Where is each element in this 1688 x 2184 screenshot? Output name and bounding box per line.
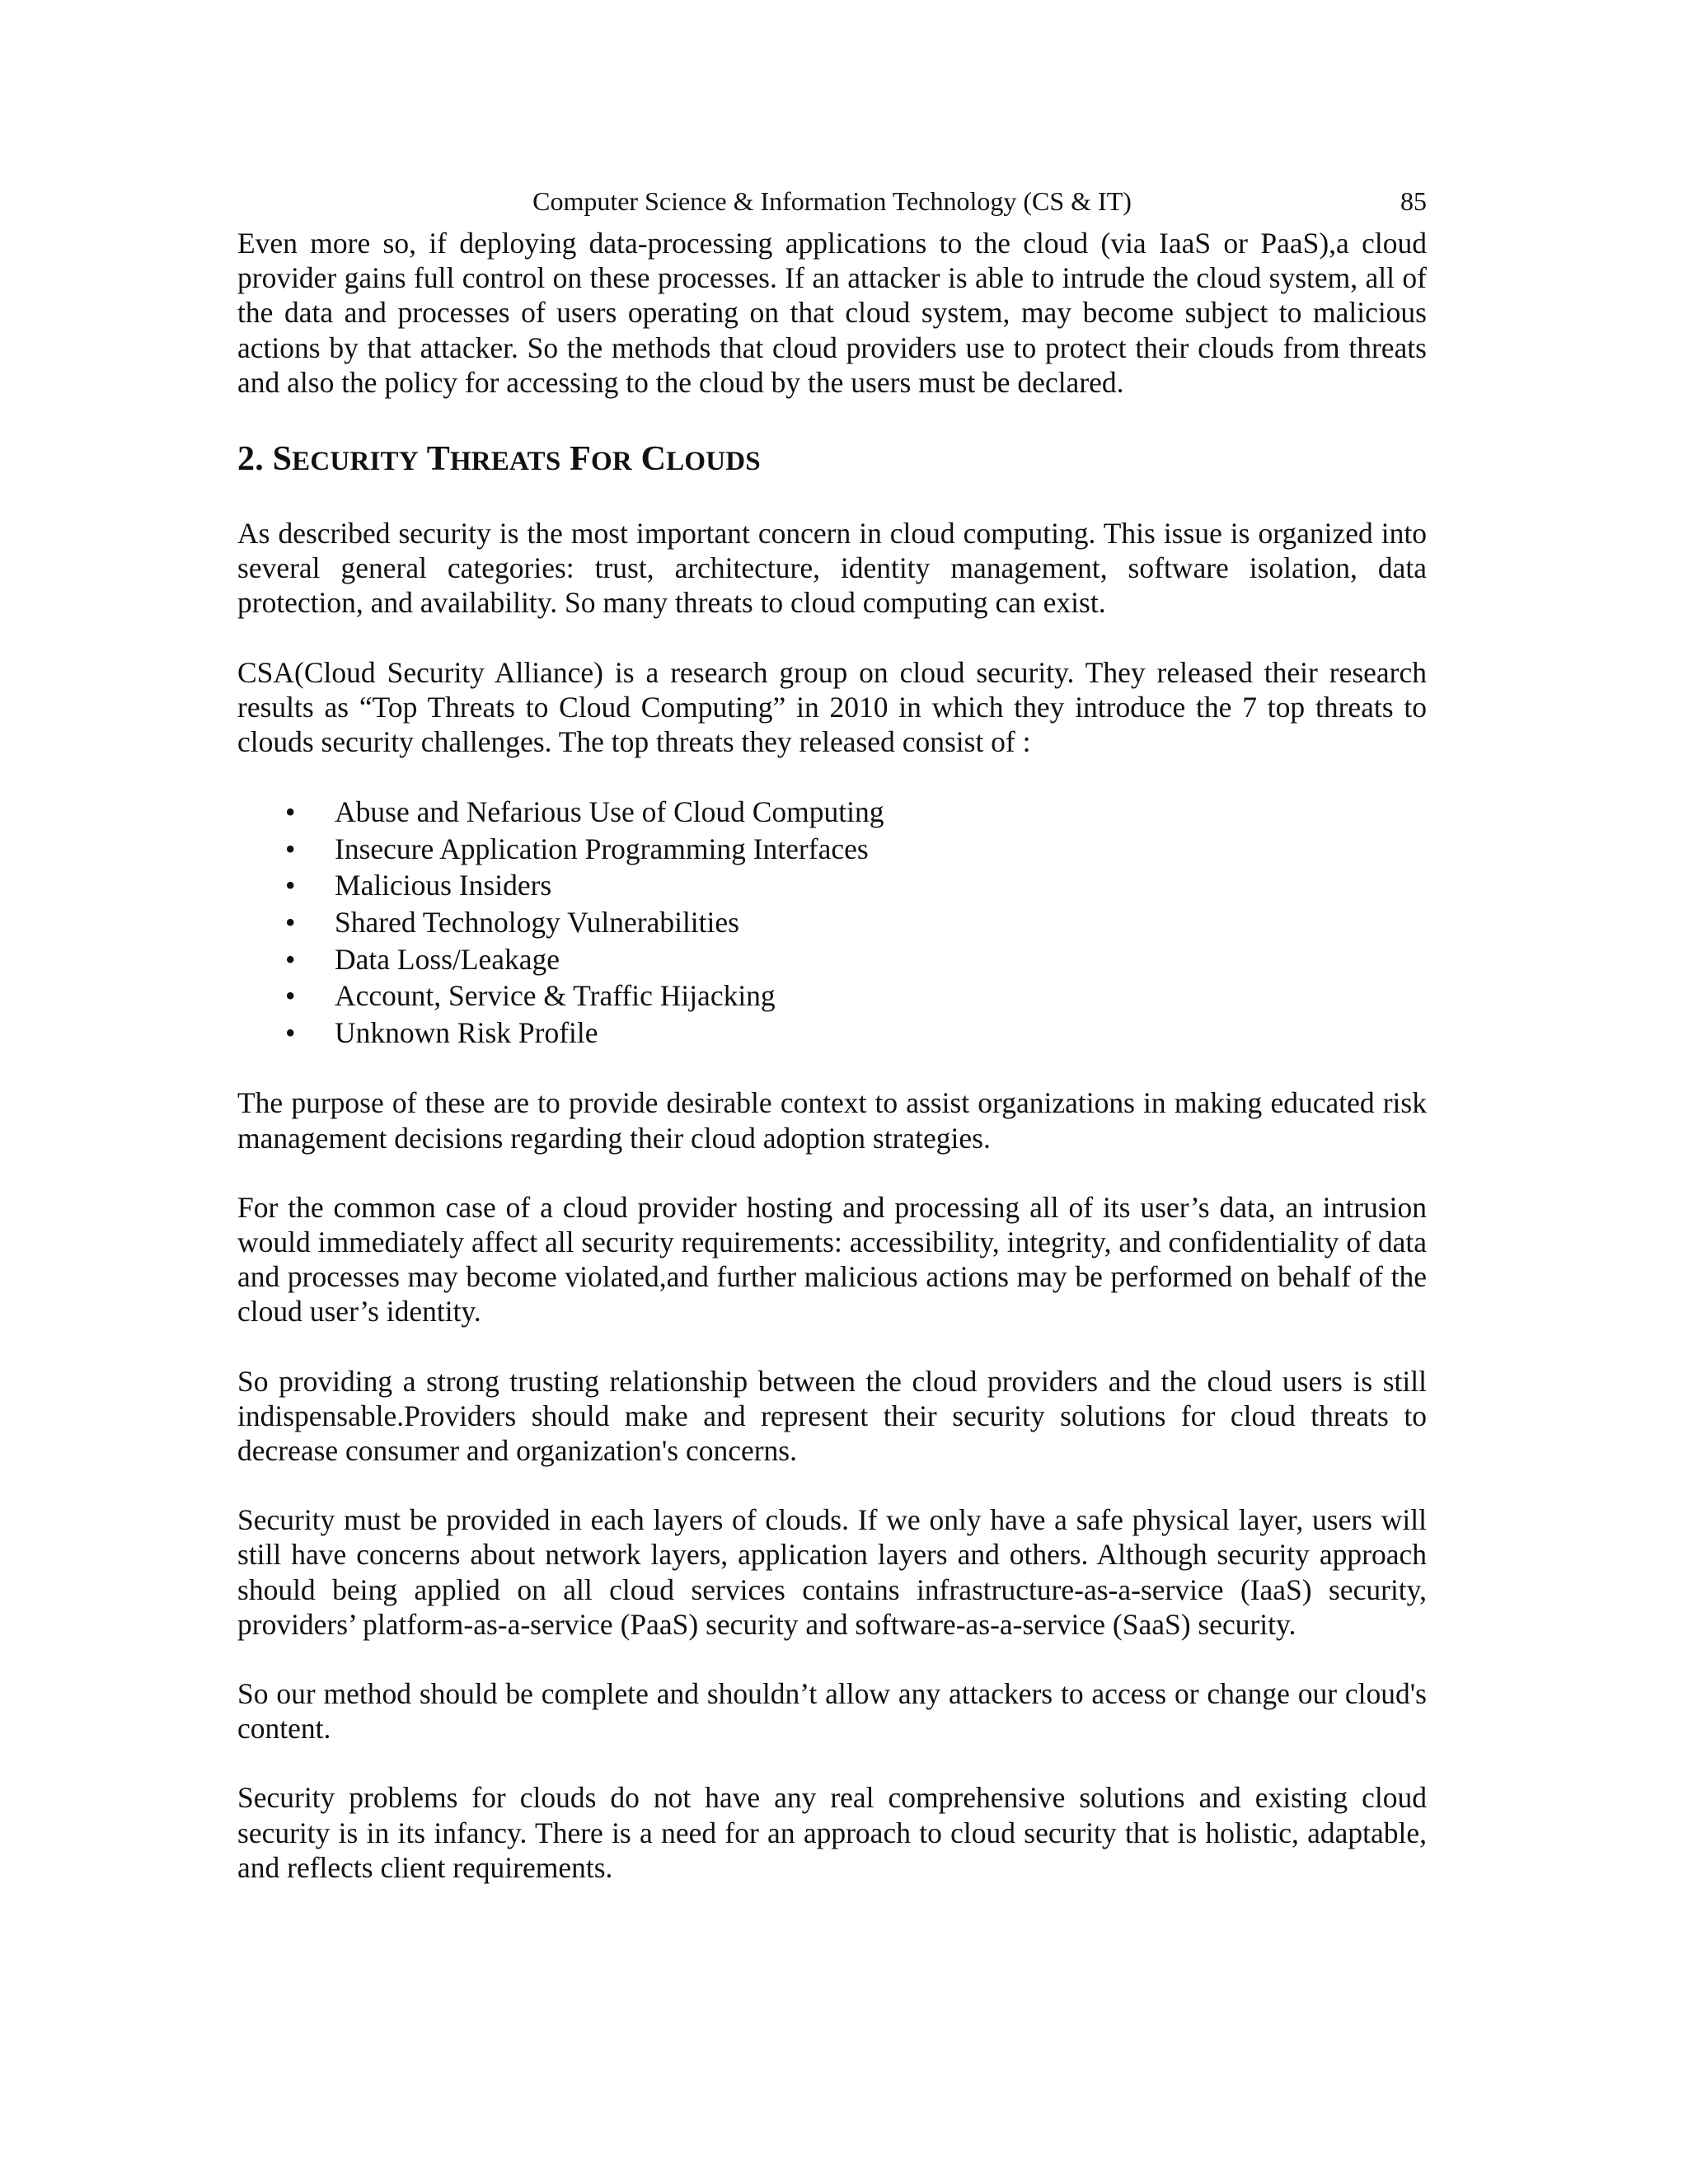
threat-list-item: • Abuse and Nefarious Use of Cloud Computing xyxy=(237,794,1427,831)
body-paragraph: CSA(Cloud Security Alliance) is a research group on cloud security. They released their research results as “Top Threats to Cloud Computing” in 2010 in which they introduce the 7 top threats to clouds security challenges. The top threats they released consist of : xyxy=(237,655,1427,759)
page-number: 85 xyxy=(1400,186,1427,216)
section-number: 2. xyxy=(237,440,264,479)
bullet-icon: • xyxy=(285,979,296,1013)
intro-paragraph: Even more so, if deploying data-processing applications to the cloud (via IaaS or PaaS),a cloud provider gains full control on these processes. If an attacker is able to intrude the cloud system, all of the data and processes of users operating on that cloud system, may become subject to malicious actions by that attacker. So the methods that cloud providers use to protect their clouds from threats and also the policy for accessing to the cloud by the users must be declared. xyxy=(237,227,1427,399)
bullet-icon: • xyxy=(285,1015,296,1049)
paper-page xyxy=(237,181,1427,1885)
bullet-icon: • xyxy=(285,942,296,976)
section-title-word: CLOUDS xyxy=(640,440,761,479)
running-title: Computer Science & Information Technology (CS & IT) xyxy=(532,186,1132,216)
threat-list-item: • Shared Technology Vulnerabilities xyxy=(237,904,1427,941)
body-paragraph: So providing a strong trusting relationship between the cloud providers and the cloud users is still indispensable.Providers should make and represent their security solutions for cloud threats to decrease consumer and organization's concerns. xyxy=(237,1364,1427,1468)
threat-list-item: • Account, Service & Traffic Hijacking xyxy=(237,977,1427,1015)
body-paragraph: So our method should be complete and shouldn’t allow any attackers to access or change our cloud's content. xyxy=(237,1677,1427,1746)
bullet-icon: • xyxy=(285,906,296,940)
running-header xyxy=(237,181,1427,221)
threat-list xyxy=(237,794,1427,1051)
body-paragraph: For the common case of a cloud provider hosting and processing all of its user’s data, an intrusion would immediately affect all security requirements: accessibility, integrity, and confidentiality of data and processes may become violated,and further malicious actions may be performed on behalf of the cloud user’s identity. xyxy=(237,1190,1427,1329)
body-paragraph: As described security is the most important concern in cloud computing. This issue is organized into several general categories: trust, architecture, identity management, software isolation, data protection, and availability. So many threats to cloud computing can exist. xyxy=(237,517,1427,620)
threat-list-item: • Malicious Insiders xyxy=(237,867,1427,904)
section-heading xyxy=(237,434,1427,486)
bullet-icon: • xyxy=(285,869,296,902)
body-paragraph: Security must be provided in each layers of clouds. If we only have a safe physical layer, users will still have concerns about network layers, application layers and others. Although security approach should being applied on all cloud services contains infrastructure-as-a-service (IaaS) security, providers’ platform-as-a-service (PaaS) security and software-as-a-service (SaaS) security. xyxy=(237,1503,1427,1641)
section-title-word: FOR xyxy=(570,440,632,479)
bullet-icon: • xyxy=(285,832,296,865)
body-paragraph: The purpose of these are to provide desirable context to assist organizations in making educated risk management decisions regarding their cloud adoption strategies. xyxy=(237,1086,1427,1155)
threat-list-item: • Data Loss/Leakage xyxy=(237,941,1427,978)
threat-list-item: • Unknown Risk Profile xyxy=(237,1015,1427,1052)
body-paragraph: Security problems for clouds do not have any real comprehensive solutions and existing cloud security is in its infancy. There is a need for an approach to cloud security that is holistic, adaptable, and reflects client requirements. xyxy=(237,1781,1427,1884)
section-title-word: SECURITY xyxy=(272,440,419,479)
section-title-word: THREATS xyxy=(426,440,561,479)
bullet-icon: • xyxy=(285,795,296,829)
threat-list-item: • Insecure Application Programming Interfaces xyxy=(237,831,1427,868)
